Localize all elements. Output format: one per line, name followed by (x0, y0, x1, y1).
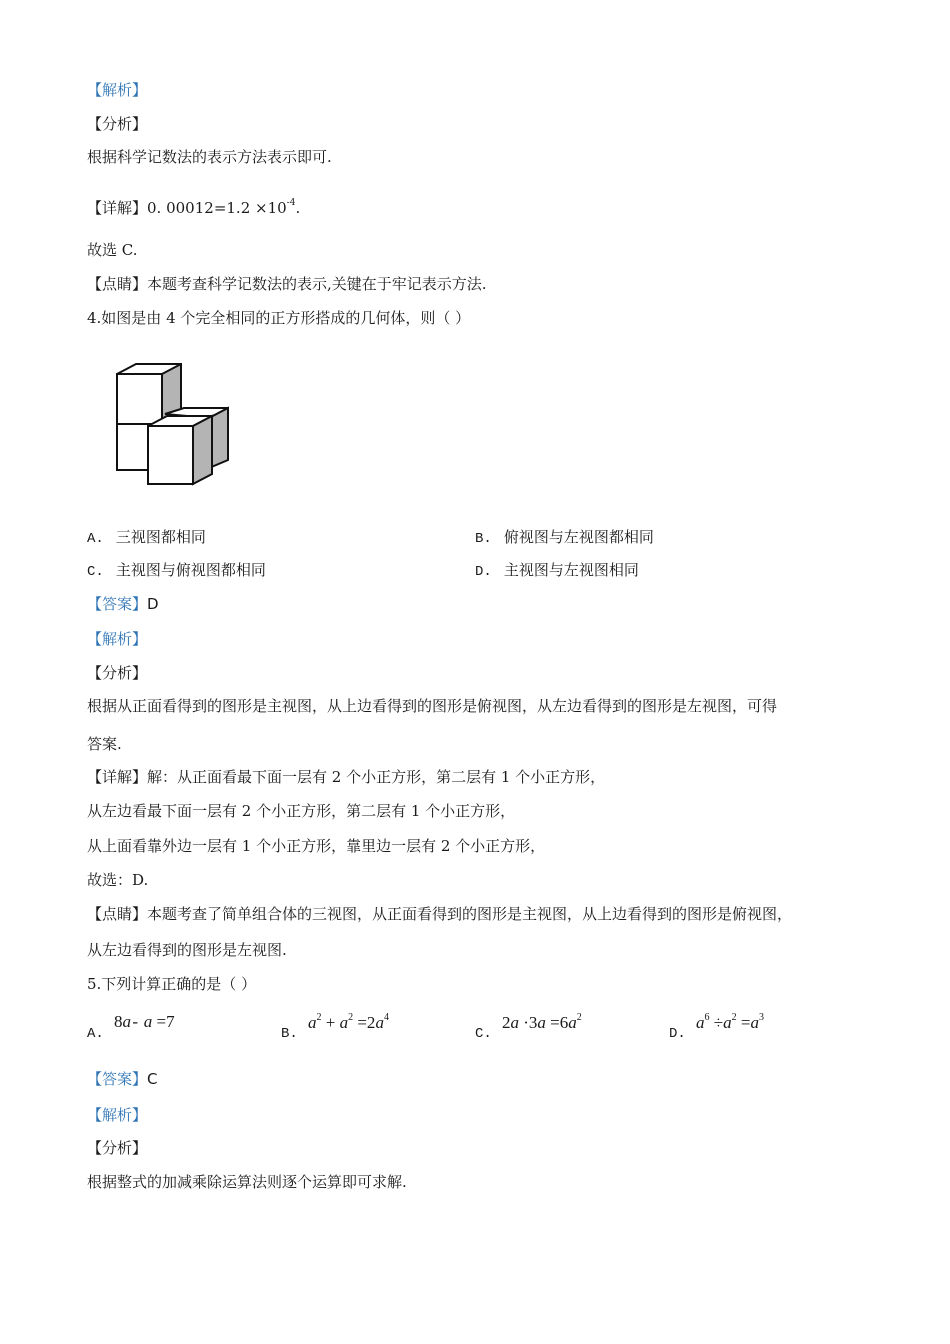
cube-figure (110, 360, 240, 490)
answer-line (87, 594, 159, 614)
option-label: D. (475, 564, 492, 580)
analysis-heading: 【解析】 (87, 1106, 148, 1124)
analysis-subheading: 【分析】 (87, 1139, 148, 1157)
analysis-subheading: 【分析】 (87, 664, 148, 682)
detail-label: 【详解】 (87, 199, 148, 217)
answer-label: 【答案】 (87, 595, 148, 613)
option-expression: $a^2 + a^2 =2a^4$ (308, 1012, 389, 1032)
answer-value: C (147, 1070, 158, 1088)
comment-text: 本题考查科学记数法的表示,关键在于牢记表示方法. (147, 275, 487, 293)
detail-line (87, 193, 300, 218)
detail-label: 【详解】 (87, 768, 148, 786)
option-label: C. (87, 564, 104, 580)
conclusion-text: 故选：D. (87, 871, 149, 889)
analysis-text: 根据从正面看得到的图形是主视图，从上边看得到的图形是俯视图，从左边看得到的图形是左视图，可得 (87, 697, 778, 715)
option-text: 三视图都相同 (115, 528, 206, 546)
comment-line (87, 904, 792, 924)
comment-text: 从左边看得到的图形是左视图. (87, 941, 287, 959)
analysis-heading: 【解析】 (87, 81, 148, 99)
option-a (87, 527, 206, 549)
option-label: A. (87, 1026, 104, 1042)
conclusion-text: 故选 C. (87, 241, 138, 259)
question-4-stem: 4.如图是由 4 个完全相同的正方形搭成的几何体，则（ ） (87, 309, 471, 327)
option-text: 主视图与左视图相同 (503, 561, 639, 579)
analysis-heading: 【解析】 (87, 630, 148, 648)
answer-label: 【答案】 (87, 1070, 148, 1088)
detail-text: 从上面看靠外边一层有 1 个小正方形，靠里边一层有 2 个小正方形， (87, 837, 546, 855)
option-label: D. (669, 1026, 686, 1042)
analysis-subheading: 【分析】 (87, 115, 148, 133)
analysis-text: 答案. (87, 735, 122, 753)
detail-period: . (295, 199, 301, 217)
answer-line (87, 1069, 158, 1089)
answer-value: D (147, 595, 159, 613)
option-expression: 8a - a =7 (114, 1012, 175, 1031)
option-expression: $2a \cdot 3a =6a^2$ (502, 1012, 582, 1032)
analysis-text: 根据整式的加减乘除运算法则逐个运算即可求解. (87, 1173, 407, 1191)
question-5-stem: 5.下列计算正确的是（ ） (87, 975, 257, 993)
option-label: B. (281, 1026, 298, 1042)
analysis-text: 根据科学记数法的表示方法表示即可. (87, 148, 332, 166)
detail-line (87, 767, 605, 787)
detail-text: 从左边看最下面一层有 2 个小正方形，第二层有 1 个小正方形， (87, 802, 516, 820)
comment-label: 【点睛】 (87, 905, 148, 923)
comment-line (87, 274, 487, 294)
option-label: A. (87, 531, 104, 547)
detail-text: 解：从正面看最下面一层有 2 个小正方形，第二层有 1 个小正方形， (147, 768, 606, 786)
option-b (475, 527, 654, 549)
option-label: B. (475, 531, 492, 547)
option-d (475, 560, 639, 582)
detail-exponent: -4 (286, 198, 296, 208)
option-expression: $a^6 \div a^2 =a^3$ (696, 1012, 764, 1032)
option-c (87, 560, 266, 582)
option-text: 主视图与俯视图都相同 (115, 561, 266, 579)
option-label: C. (475, 1026, 492, 1042)
comment-label: 【点睛】 (87, 275, 148, 293)
detail-expression: 0. 00012=1.2 ×10 (147, 199, 287, 217)
comment-text: 本题考查了简单组合体的三视图，从正面看得到的图形是主视图，从上边看得到的图形是俯视图， (147, 905, 793, 923)
option-text: 俯视图与左视图都相同 (503, 528, 654, 546)
